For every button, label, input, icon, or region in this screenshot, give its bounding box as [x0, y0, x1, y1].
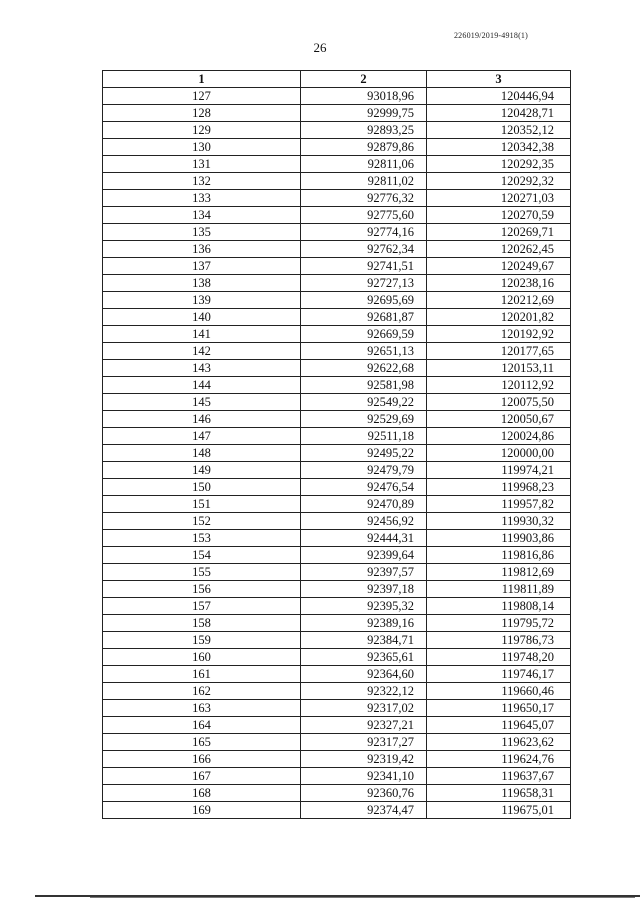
coordinate-y-cell: 120112,92 — [427, 377, 571, 394]
point-number-cell: 143 — [103, 360, 301, 377]
table-row — [103, 649, 571, 666]
coordinate-x-cell: 92529,69 — [301, 411, 427, 428]
coordinate-x-cell: 92365,61 — [301, 649, 427, 666]
coordinate-y-cell: 119903,86 — [427, 530, 571, 547]
table-row — [103, 258, 571, 275]
coordinate-y-cell: 120000,00 — [427, 445, 571, 462]
coordinate-y-cell: 120292,35 — [427, 156, 571, 173]
table-row — [103, 479, 571, 496]
table-row — [103, 445, 571, 462]
coordinate-y-cell: 119675,01 — [427, 802, 571, 819]
point-number-cell: 139 — [103, 292, 301, 309]
table-row — [103, 666, 571, 683]
coordinate-y-cell: 120192,92 — [427, 326, 571, 343]
coordinate-y-cell: 120177,65 — [427, 343, 571, 360]
table-row — [103, 156, 571, 173]
table-row — [103, 360, 571, 377]
table-row — [103, 581, 571, 598]
point-number-cell: 128 — [103, 105, 301, 122]
table-row — [103, 224, 571, 241]
point-number-cell: 168 — [103, 785, 301, 802]
coordinate-y-cell: 119974,21 — [427, 462, 571, 479]
coordinate-y-cell: 119658,31 — [427, 785, 571, 802]
coordinate-y-cell: 120446,94 — [427, 88, 571, 105]
coordinate-x-cell: 92511,18 — [301, 428, 427, 445]
point-number-cell: 146 — [103, 411, 301, 428]
coordinate-y-cell: 120238,16 — [427, 275, 571, 292]
table-row — [103, 462, 571, 479]
point-number-cell: 132 — [103, 173, 301, 190]
coordinate-x-cell: 92374,47 — [301, 802, 427, 819]
point-number-cell: 148 — [103, 445, 301, 462]
coordinate-y-cell: 120292,32 — [427, 173, 571, 190]
coordinate-x-cell: 92762,34 — [301, 241, 427, 258]
coordinate-x-cell: 92479,79 — [301, 462, 427, 479]
document-reference: 226019/2019-4918(1) — [453, 31, 528, 40]
coordinate-y-cell: 119786,73 — [427, 632, 571, 649]
coordinate-y-cell: 119808,14 — [427, 598, 571, 615]
table-row — [103, 632, 571, 649]
coordinate-y-cell: 120428,71 — [427, 105, 571, 122]
point-number-cell: 144 — [103, 377, 301, 394]
point-number-cell: 151 — [103, 496, 301, 513]
scan-edge-line-thin — [90, 897, 635, 898]
coordinate-y-cell: 119623,62 — [427, 734, 571, 751]
coordinate-x-cell: 92444,31 — [301, 530, 427, 547]
table-row — [103, 530, 571, 547]
table-row — [103, 700, 571, 717]
coordinate-x-cell: 92317,02 — [301, 700, 427, 717]
coordinate-x-cell: 92319,42 — [301, 751, 427, 768]
coordinate-x-cell: 92395,32 — [301, 598, 427, 615]
table-row — [103, 513, 571, 530]
coordinate-y-cell: 120153,11 — [427, 360, 571, 377]
coordinate-y-cell: 119811,89 — [427, 581, 571, 598]
point-number-cell: 152 — [103, 513, 301, 530]
table-row — [103, 105, 571, 122]
table-row — [103, 547, 571, 564]
coordinate-x-cell: 92476,54 — [301, 479, 427, 496]
point-number-cell: 165 — [103, 734, 301, 751]
table-row — [103, 683, 571, 700]
coordinate-x-cell: 92399,64 — [301, 547, 427, 564]
coordinate-y-cell: 120024,86 — [427, 428, 571, 445]
point-number-cell: 147 — [103, 428, 301, 445]
coordinate-x-cell: 92397,57 — [301, 564, 427, 581]
table-row — [103, 241, 571, 258]
point-number-cell: 145 — [103, 394, 301, 411]
coordinate-x-cell: 92364,60 — [301, 666, 427, 683]
coordinate-y-cell: 119812,69 — [427, 564, 571, 581]
table-row — [103, 785, 571, 802]
coordinate-y-cell: 120352,12 — [427, 122, 571, 139]
table-header-row — [103, 71, 571, 88]
point-number-cell: 130 — [103, 139, 301, 156]
table-row — [103, 411, 571, 428]
point-number-cell: 157 — [103, 598, 301, 615]
coordinate-y-cell: 120271,03 — [427, 190, 571, 207]
table-row — [103, 309, 571, 326]
coordinate-x-cell: 92879,86 — [301, 139, 427, 156]
point-number-cell: 163 — [103, 700, 301, 717]
table-row — [103, 802, 571, 819]
table-row — [103, 275, 571, 292]
table-row — [103, 326, 571, 343]
point-number-cell: 131 — [103, 156, 301, 173]
coordinate-x-cell: 92322,12 — [301, 683, 427, 700]
coordinates-table — [102, 70, 571, 819]
coordinate-x-cell: 92456,92 — [301, 513, 427, 530]
coordinate-x-cell: 92495,22 — [301, 445, 427, 462]
table-row — [103, 190, 571, 207]
coordinate-x-cell: 92384,71 — [301, 632, 427, 649]
table-row — [103, 394, 571, 411]
coordinate-x-cell: 93018,96 — [301, 88, 427, 105]
coordinate-x-cell: 92549,22 — [301, 394, 427, 411]
column-header-3: 3 — [427, 71, 571, 88]
point-number-cell: 135 — [103, 224, 301, 241]
point-number-cell: 162 — [103, 683, 301, 700]
point-number-cell: 127 — [103, 88, 301, 105]
table-row — [103, 751, 571, 768]
coordinate-y-cell: 119957,82 — [427, 496, 571, 513]
point-number-cell: 166 — [103, 751, 301, 768]
coordinate-x-cell: 92622,68 — [301, 360, 427, 377]
point-number-cell: 153 — [103, 530, 301, 547]
table-row — [103, 173, 571, 190]
coordinate-x-cell: 92360,76 — [301, 785, 427, 802]
coordinate-x-cell: 92695,69 — [301, 292, 427, 309]
coordinate-x-cell: 92893,25 — [301, 122, 427, 139]
coordinate-x-cell: 92776,32 — [301, 190, 427, 207]
coordinate-y-cell: 119637,67 — [427, 768, 571, 785]
table-row — [103, 615, 571, 632]
coordinate-x-cell: 92774,16 — [301, 224, 427, 241]
coordinate-x-cell: 92999,75 — [301, 105, 427, 122]
point-number-cell: 138 — [103, 275, 301, 292]
point-number-cell: 160 — [103, 649, 301, 666]
point-number-cell: 133 — [103, 190, 301, 207]
coordinate-y-cell: 119624,76 — [427, 751, 571, 768]
point-number-cell: 158 — [103, 615, 301, 632]
coordinate-x-cell: 92397,18 — [301, 581, 427, 598]
point-number-cell: 137 — [103, 258, 301, 275]
table-row — [103, 122, 571, 139]
table-row — [103, 207, 571, 224]
point-number-cell: 149 — [103, 462, 301, 479]
coordinate-x-cell: 92775,60 — [301, 207, 427, 224]
table-row — [103, 496, 571, 513]
table-row — [103, 139, 571, 156]
coordinate-y-cell: 120050,67 — [427, 411, 571, 428]
coordinate-x-cell: 92317,27 — [301, 734, 427, 751]
coordinate-x-cell: 92389,16 — [301, 615, 427, 632]
point-number-cell: 134 — [103, 207, 301, 224]
coordinate-y-cell: 119816,86 — [427, 547, 571, 564]
coordinate-y-cell: 119660,46 — [427, 683, 571, 700]
table-row — [103, 564, 571, 581]
coordinate-y-cell: 119645,07 — [427, 717, 571, 734]
coordinate-y-cell: 120342,38 — [427, 139, 571, 156]
coordinate-y-cell: 120269,71 — [427, 224, 571, 241]
table-row — [103, 428, 571, 445]
coordinate-y-cell: 120249,67 — [427, 258, 571, 275]
table-row — [103, 88, 571, 105]
coordinate-y-cell: 119746,17 — [427, 666, 571, 683]
table-row — [103, 598, 571, 615]
coordinate-y-cell: 120270,59 — [427, 207, 571, 224]
point-number-cell: 150 — [103, 479, 301, 496]
coordinate-x-cell: 92327,21 — [301, 717, 427, 734]
table-row — [103, 343, 571, 360]
coordinate-x-cell: 92811,02 — [301, 173, 427, 190]
point-number-cell: 169 — [103, 802, 301, 819]
table-body — [103, 88, 571, 819]
coordinate-y-cell: 120212,69 — [427, 292, 571, 309]
point-number-cell: 155 — [103, 564, 301, 581]
coordinate-y-cell: 119795,72 — [427, 615, 571, 632]
point-number-cell: 161 — [103, 666, 301, 683]
coordinate-x-cell: 92681,87 — [301, 309, 427, 326]
coordinate-y-cell: 119650,17 — [427, 700, 571, 717]
page-number: 26 — [313, 40, 327, 55]
coordinate-y-cell: 120201,82 — [427, 309, 571, 326]
table-row — [103, 768, 571, 785]
coordinate-y-cell: 119968,23 — [427, 479, 571, 496]
point-number-cell: 129 — [103, 122, 301, 139]
table-row — [103, 717, 571, 734]
coordinate-x-cell: 92581,98 — [301, 377, 427, 394]
point-number-cell: 154 — [103, 547, 301, 564]
point-number-cell: 167 — [103, 768, 301, 785]
coordinate-y-cell: 120262,45 — [427, 241, 571, 258]
point-number-cell: 164 — [103, 717, 301, 734]
coordinate-x-cell: 92651,13 — [301, 343, 427, 360]
table-row — [103, 292, 571, 309]
column-header-2: 2 — [301, 71, 427, 88]
coordinate-y-cell: 120075,50 — [427, 394, 571, 411]
coordinate-x-cell: 92811,06 — [301, 156, 427, 173]
point-number-cell: 140 — [103, 309, 301, 326]
column-header-1: 1 — [103, 71, 301, 88]
point-number-cell: 156 — [103, 581, 301, 598]
coordinate-x-cell: 92341,10 — [301, 768, 427, 785]
point-number-cell: 142 — [103, 343, 301, 360]
coordinate-y-cell: 119930,32 — [427, 513, 571, 530]
table-row — [103, 734, 571, 751]
coordinate-y-cell: 119748,20 — [427, 649, 571, 666]
point-number-cell: 136 — [103, 241, 301, 258]
point-number-cell: 141 — [103, 326, 301, 343]
coordinate-x-cell: 92727,13 — [301, 275, 427, 292]
coordinate-x-cell: 92669,59 — [301, 326, 427, 343]
table-row — [103, 377, 571, 394]
coordinate-x-cell: 92741,51 — [301, 258, 427, 275]
coordinate-x-cell: 92470,89 — [301, 496, 427, 513]
point-number-cell: 159 — [103, 632, 301, 649]
